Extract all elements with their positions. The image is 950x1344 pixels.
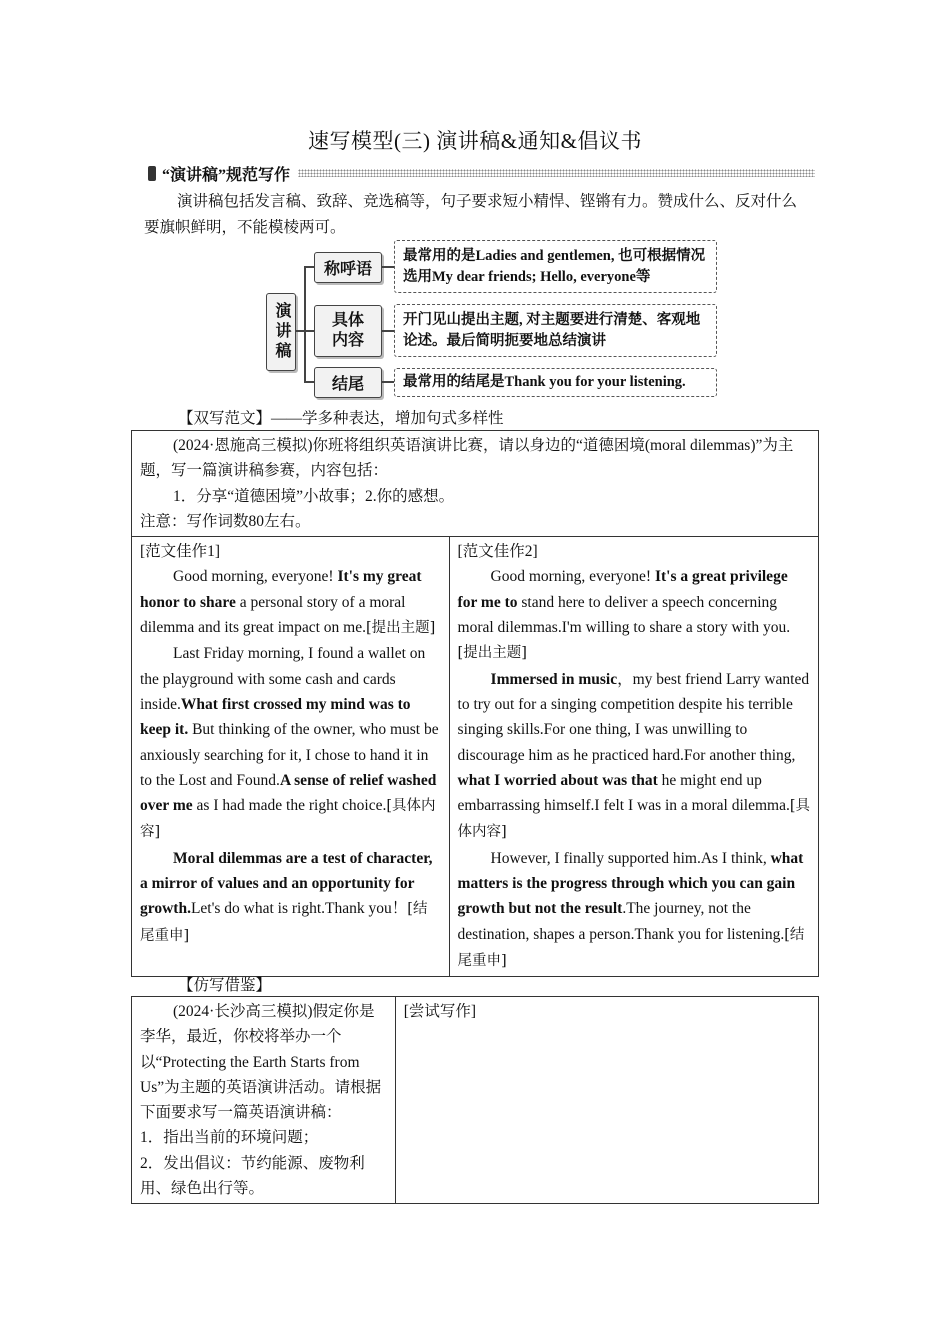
diagram-connector bbox=[381, 330, 394, 332]
diagram-branch-greeting: 称呼语 bbox=[314, 252, 382, 283]
diagram-connector bbox=[296, 330, 304, 332]
try-writing-cell[interactable] bbox=[395, 997, 818, 1204]
fangxie-heading: 【仿写借鉴】 bbox=[178, 977, 272, 994]
essay1-paragraph: Good morning, everyone! It's my great honor to share a personal story of a moral dilemma and its great impact on me.[提出主题] bbox=[140, 568, 436, 637]
diagram-branch-ending: 结尾 bbox=[314, 367, 382, 398]
section-heading bbox=[148, 162, 815, 184]
diagram-branch-content: 具体内容 bbox=[314, 305, 382, 357]
essay2-paragraph: However, I finally supported him.As I think, what matters is the progress through which you can gain growth but not the result.The journey, not the destination, shapes a person.Thank you for listening.[结尾重申] bbox=[457, 849, 805, 969]
diagram-connector bbox=[381, 266, 394, 268]
diagram-connector bbox=[304, 266, 306, 382]
diagram-connector bbox=[381, 381, 394, 383]
essay2-cell bbox=[449, 537, 818, 977]
intro-paragraph: 演讲稿包括发言稿、致辞、竞选稿等，句子要求短小精悍、铿锵有力。赞成什么、反对什么要旗帜鲜明，不能模棱两可。 bbox=[144, 193, 798, 236]
essay1-cell bbox=[132, 537, 450, 977]
page-title: 速写模型(三) 演讲稿&通知&倡议书 bbox=[308, 129, 642, 153]
diagram-connector bbox=[304, 381, 314, 383]
diagram-root: 演讲稿 bbox=[266, 293, 296, 371]
practice-table bbox=[131, 996, 819, 1204]
essay2-paragraph: Good morning, everyone! It's a great privilege for me to stand here to deliver a speech concerning moral dilemmas.I'm willing to share a story with you.[提出主题] bbox=[457, 568, 791, 662]
diagram-desc-content: 开门见山提出主题, 对主题要进行清楚、客观地论述。最后简明扼要地总结演讲 bbox=[394, 304, 717, 357]
section-heading-text: “演讲稿”规范写作 bbox=[162, 166, 291, 184]
try-writing-label: [尝试写作] bbox=[403, 1003, 477, 1020]
model-essay-table bbox=[131, 430, 819, 977]
essay2-label: [范文佳作2] bbox=[457, 543, 538, 561]
diagram-desc-greeting: 最常用的是Ladies and gentlemen, 也可根据情况选用My dear friends; Hello, everyone等 bbox=[394, 240, 717, 293]
essay1-label: [范文佳作1] bbox=[140, 543, 221, 561]
shuangxie-heading: 【双写范文】——学多种表达，增加句式多样性 bbox=[178, 410, 504, 427]
section-marker-icon bbox=[148, 166, 156, 181]
essay1-paragraph: Moral dilemmas are a test of character, a mirror of values and an opportunity for growth.Let's do what is right.Thank you！[结尾重申] bbox=[140, 849, 433, 944]
task1-prompt: (2024·恩施高三模拟)你班将组织英语演讲比赛，请以身边的“道德困境(moral dilemmas)”为主题，写一篇演讲稿参赛，内容包括： 1．分享“道德困境”小故事；2.你的感想。 注意：写作词数80左右。 bbox=[132, 431, 819, 537]
dotted-rule bbox=[298, 169, 815, 177]
diagram-connector bbox=[304, 266, 314, 268]
diagram-desc-ending: 最常用的结尾是Thank you for your listening. bbox=[394, 368, 717, 397]
essay2-paragraph: Immersed in music，my best friend Larry wanted to try out for a singing competition despite his terrible singing skills.For one thing, I was unwilling to discourage him as he practiced hard.For another thing, what I worried about was that he might end up embarrassing himself.I felt I was in a moral dilemma.[具体内容] bbox=[457, 670, 810, 841]
task2-prompt: (2024·长沙高三模拟)假定你是李华，最近，你校将举办一个以“Protecting the Earth Starts from Us”为主题的英语演讲活动。请根据下面要求写一篇英语演讲稿： 1．指出当前的环境问题； 2．发出倡议：节约能源、废物利用、绿色出行等。 bbox=[132, 997, 396, 1204]
essay1-paragraph: Last Friday morning, I found a wallet on the playground with some cash and cards inside.What first crossed my mind was to keep it. But thinking of the owner, who must be anxiously searching for it, I chose to hand it in to the Lost and Found.A sense of relief washed over me as I had made the right choice.[具体内容] bbox=[140, 645, 439, 841]
diagram-connector bbox=[304, 330, 314, 332]
